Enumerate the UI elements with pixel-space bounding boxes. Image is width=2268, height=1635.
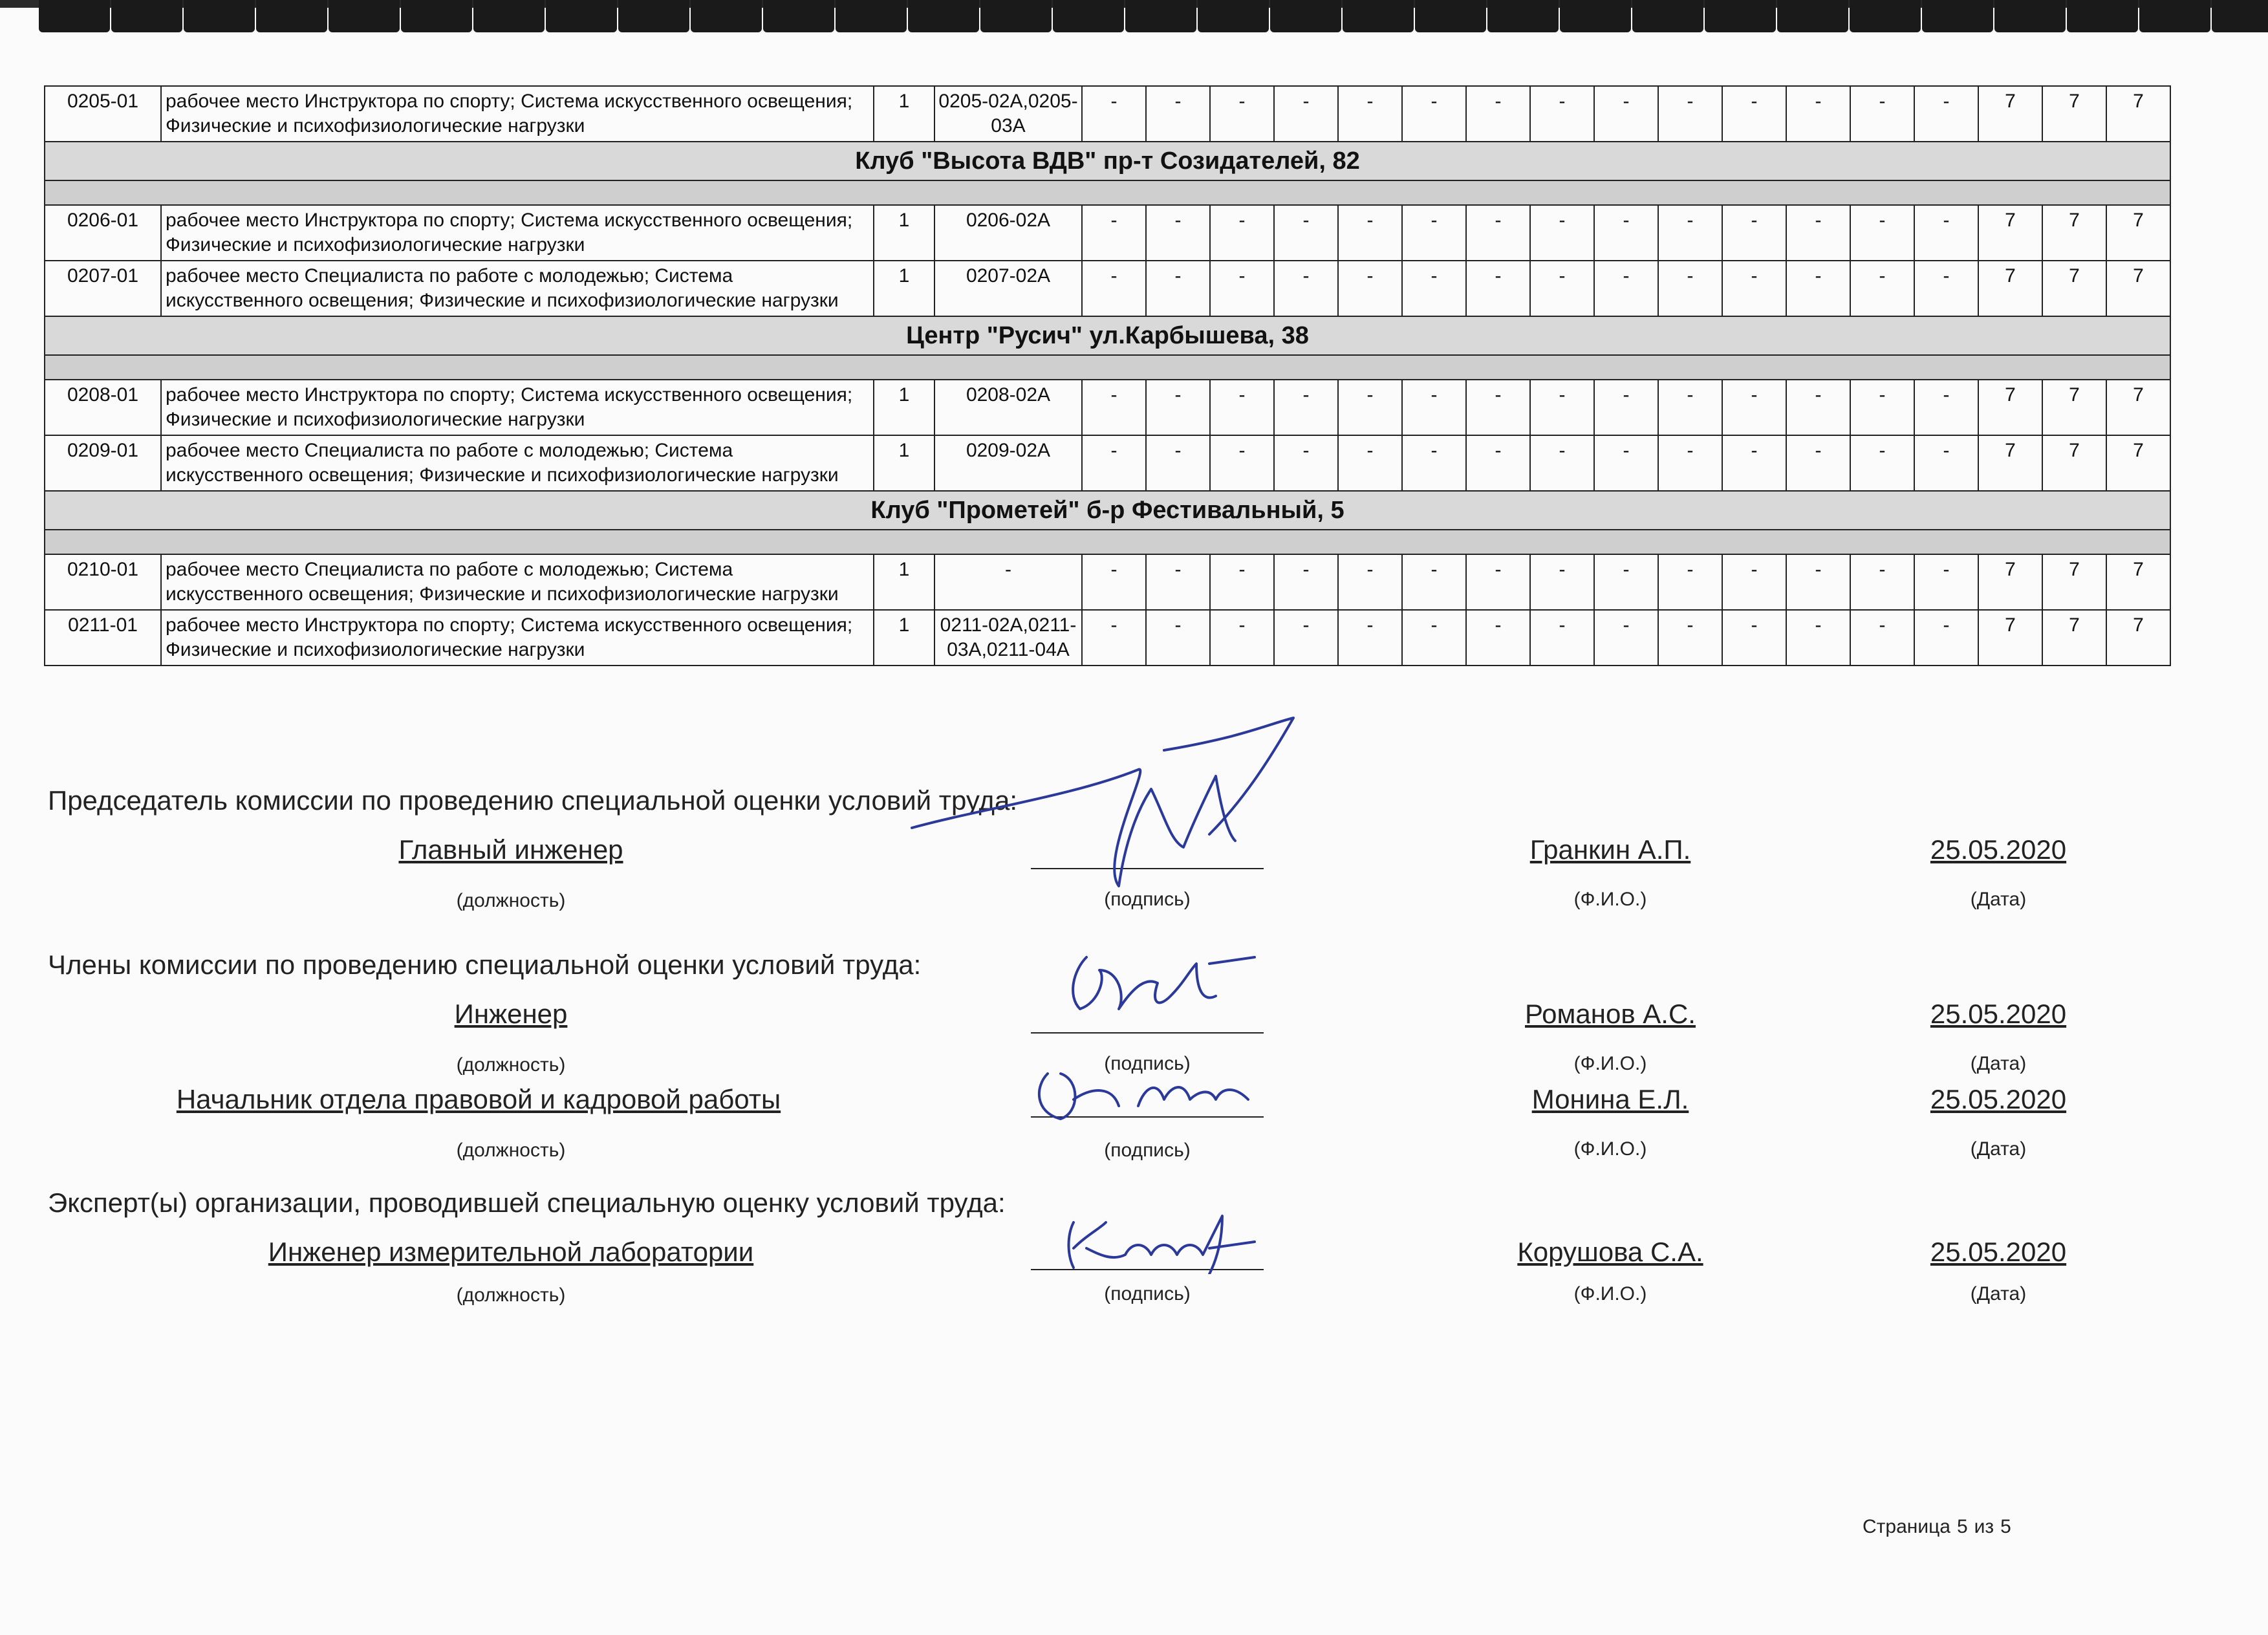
factor-class: - [1338, 435, 1402, 491]
factor-class: - [1722, 86, 1786, 142]
factor-class: - [1082, 205, 1146, 261]
factor-class: - [1402, 554, 1466, 610]
workplace-description: рабочее место Специалиста по работе с молодежью; Система искусственного освещения; Физические и психофизиологические нагрузки [161, 261, 874, 316]
class-value: 7 [2106, 554, 2170, 610]
factor-class: - [1530, 86, 1594, 142]
binding-hole [184, 0, 255, 32]
factor-class: - [1594, 261, 1658, 316]
worker-count: 1 [874, 261, 934, 316]
factor-class: - [1722, 554, 1786, 610]
caption-position: (должность) [456, 890, 566, 911]
factor-class: - [1402, 435, 1466, 491]
class-value: 7 [2106, 435, 2170, 491]
binding-hole [1994, 0, 2066, 32]
member1-name: Романов А.С. [1525, 999, 1696, 1029]
caption-signature: (подпись) [1104, 1283, 1191, 1305]
binding-hole [39, 0, 110, 32]
factor-class: - [1594, 435, 1658, 491]
caption-date: (Дата) [1970, 889, 2027, 910]
binding-hole [401, 0, 472, 32]
binding-hole [763, 0, 834, 32]
workplace-id: 0206-01 [45, 205, 161, 261]
expert-signature [1048, 1203, 1280, 1274]
workplace-description: рабочее место Специалиста по работе с молодежью; Система искусственного освещения; Физические и психофизиологические нагрузки [161, 554, 874, 610]
factor-class: - [1658, 610, 1722, 666]
worker-count: 1 [874, 205, 934, 261]
expert-date: 25.05.2020 [1930, 1237, 2067, 1267]
page-total: 5 [2000, 1516, 2011, 1537]
factor-class: - [1914, 205, 1978, 261]
binding-hole [473, 0, 545, 32]
section-row [45, 316, 2170, 355]
worker-count: 1 [874, 86, 934, 142]
factor-class: - [1146, 261, 1210, 316]
workplace-id: 0209-01 [45, 435, 161, 491]
binding-hole [1343, 0, 1414, 32]
caption-name: (Ф.И.О.) [1573, 889, 1647, 910]
factor-class: - [1210, 380, 1274, 435]
page-label: Страница [1863, 1516, 1950, 1537]
factor-class: - [1274, 261, 1338, 316]
binding-hole [1632, 0, 1703, 32]
section-title: Центр "Русич" ул.Карбышева, 38 [45, 316, 2170, 355]
member2-date: 25.05.2020 [1930, 1084, 2067, 1114]
worker-count: 1 [874, 554, 934, 610]
factor-class: - [1402, 205, 1466, 261]
binding-hole [1487, 0, 1559, 32]
factor-class: - [1594, 610, 1658, 666]
class-value: 7 [1978, 205, 2042, 261]
class-value: 7 [1978, 380, 2042, 435]
section-row [45, 142, 2170, 180]
section-spacer [45, 355, 2170, 380]
factor-class: - [1338, 205, 1402, 261]
chair-position: Главный инженер [398, 834, 623, 865]
factor-class: - [1722, 610, 1786, 666]
factor-class: - [1402, 610, 1466, 666]
analog-codes: 0211-02А,0211-03А,0211-04А [934, 610, 1082, 666]
factor-class: - [1914, 610, 1978, 666]
table-row [45, 380, 2170, 435]
experts-heading: Эксперт(ы) организации, проводившей специальную оценку условий труда: [48, 1187, 1006, 1218]
factor-class: - [1146, 610, 1210, 666]
page-number: 5 [1956, 1516, 1968, 1537]
factor-class: - [1722, 380, 1786, 435]
factor-class: - [1210, 554, 1274, 610]
caption-date: (Дата) [1970, 1138, 2027, 1160]
section-spacer [45, 530, 2170, 554]
workplace-id: 0205-01 [45, 86, 161, 142]
table-row [45, 86, 2170, 142]
factor-class: - [1914, 435, 1978, 491]
factor-class: - [1402, 380, 1466, 435]
factor-class: - [1786, 610, 1850, 666]
class-value: 7 [2042, 86, 2106, 142]
factor-class: - [1914, 261, 1978, 316]
factor-class: - [1274, 86, 1338, 142]
factor-class: - [1274, 435, 1338, 491]
caption-signature: (подпись) [1104, 889, 1191, 910]
factor-class: - [1402, 86, 1466, 142]
factor-class: - [1274, 554, 1338, 610]
expert-name: Корушова С.А. [1517, 1237, 1703, 1267]
section-row [45, 491, 2170, 530]
caption-name: (Ф.И.О.) [1573, 1283, 1647, 1305]
factor-class: - [1914, 380, 1978, 435]
factor-class: - [1210, 261, 1274, 316]
member2-signature [1028, 1061, 1274, 1132]
caption-position: (должность) [456, 1054, 566, 1076]
factor-class: - [1210, 610, 1274, 666]
binding-hole [1560, 0, 1631, 32]
binding-hole [691, 0, 762, 32]
members-heading: Члены комиссии по проведению специальной оценки условий труда: [48, 949, 922, 980]
worker-count: 1 [874, 380, 934, 435]
binding-hole [836, 0, 907, 32]
binding-hole [256, 0, 327, 32]
class-value: 7 [1978, 435, 2042, 491]
factor-class: - [1530, 610, 1594, 666]
workplace-description: рабочее место Инструктора по спорту; Система искусственного освещения; Физические и психофизиологические нагрузки [161, 380, 874, 435]
factor-class: - [1466, 554, 1530, 610]
class-value: 7 [2106, 205, 2170, 261]
factor-class: - [1210, 435, 1274, 491]
class-value: 7 [1978, 86, 2042, 142]
binding-hole [2139, 0, 2210, 32]
class-value: 7 [1978, 554, 2042, 610]
binding-hole [1850, 0, 1921, 32]
factor-class: - [1082, 86, 1146, 142]
factor-class: - [1082, 261, 1146, 316]
factor-class: - [1658, 554, 1722, 610]
binding-hole [1125, 0, 1196, 32]
binding-hole [1270, 0, 1341, 32]
table-row [45, 205, 2170, 261]
expert-signature-line [1031, 1269, 1264, 1270]
binding-hole [329, 0, 400, 32]
workplace-id: 0207-01 [45, 261, 161, 316]
factor-class: - [1722, 435, 1786, 491]
class-value: 7 [1978, 610, 2042, 666]
class-value: 7 [2042, 610, 2106, 666]
caption-position: (должность) [456, 1284, 566, 1306]
binding-hole [1922, 0, 1993, 32]
class-value: 7 [2106, 610, 2170, 666]
factor-class: - [1658, 261, 1722, 316]
caption-date: (Дата) [1970, 1053, 2027, 1074]
class-value: 7 [2042, 554, 2106, 610]
factor-class: - [1466, 380, 1530, 435]
factor-class: - [1722, 205, 1786, 261]
member2-name: Монина Е.Л. [1531, 1084, 1689, 1114]
workplace-description: рабочее место Инструктора по спорту; Система искусственного освещения; Физические и психофизиологические нагрузки [161, 610, 874, 666]
caption-position: (должность) [456, 1140, 566, 1161]
binding-strip [0, 0, 2268, 39]
factor-class: - [1146, 435, 1210, 491]
class-value: 7 [2042, 205, 2106, 261]
factor-class: - [1274, 610, 1338, 666]
factor-class: - [1786, 86, 1850, 142]
factor-class: - [1082, 554, 1146, 610]
factor-class: - [1722, 261, 1786, 316]
factor-class: - [1082, 610, 1146, 666]
chair-signature [905, 711, 1358, 905]
member1-signature [1061, 931, 1280, 1022]
factor-class: - [1466, 205, 1530, 261]
factor-class: - [1338, 261, 1402, 316]
factor-class: - [1402, 261, 1466, 316]
caption-signature: (подпись) [1104, 1053, 1191, 1074]
workplace-id: 0208-01 [45, 380, 161, 435]
factor-class: - [1786, 261, 1850, 316]
factor-class: - [1658, 435, 1722, 491]
binding-hole [546, 0, 617, 32]
binding-hole [2067, 0, 2138, 32]
factor-class: - [1338, 380, 1402, 435]
factor-class: - [1530, 205, 1594, 261]
factor-class: - [1914, 86, 1978, 142]
factor-class: - [1594, 205, 1658, 261]
table-row [45, 610, 2170, 666]
factor-class: - [1082, 435, 1146, 491]
factor-class: - [1786, 435, 1850, 491]
factor-class: - [1850, 435, 1914, 491]
chair-heading: Председатель комиссии по проведению специальной оценки условий труда: [48, 785, 1018, 816]
section-spacer [45, 180, 2170, 205]
factor-class: - [1786, 380, 1850, 435]
section-title: Клуб "Прометей" б-р Фестивальный, 5 [45, 491, 2170, 530]
factor-class: - [1146, 380, 1210, 435]
factor-class: - [1146, 205, 1210, 261]
chair-signature-line [1031, 868, 1264, 869]
factor-class: - [1850, 610, 1914, 666]
page-of-label: из [1974, 1516, 1994, 1537]
factor-class: - [1530, 554, 1594, 610]
class-value: 7 [2106, 380, 2170, 435]
caption-name: (Ф.И.О.) [1573, 1138, 1647, 1160]
factor-class: - [1466, 610, 1530, 666]
analog-codes: 0206-02А [934, 205, 1082, 261]
class-value: 7 [1978, 261, 2042, 316]
binding-hole [1777, 0, 1848, 32]
binding-hole [618, 0, 689, 32]
factor-class: - [1850, 86, 1914, 142]
caption-signature: (подпись) [1104, 1140, 1191, 1161]
table-row [45, 261, 2170, 316]
expert-position: Инженер измерительной лаборатории [268, 1237, 754, 1267]
table-row [45, 554, 2170, 610]
member2-position: Начальник отдела правовой и кадровой работы [176, 1084, 781, 1114]
member1-position: Инженер [454, 999, 568, 1029]
factor-class: - [1786, 554, 1850, 610]
analog-codes: 0207-02А [934, 261, 1082, 316]
factor-class: - [1210, 205, 1274, 261]
factor-class: - [1594, 554, 1658, 610]
binding-hole [980, 0, 1052, 32]
factor-class: - [1146, 554, 1210, 610]
chair-date: 25.05.2020 [1930, 834, 2067, 865]
chair-name: Гранкин А.П. [1529, 834, 1691, 865]
binding-hole [908, 0, 979, 32]
worker-count: 1 [874, 610, 934, 666]
page-footer [1863, 1516, 2018, 1538]
factor-class: - [1850, 380, 1914, 435]
workplace-description: рабочее место Инструктора по спорту; Система искусственного освещения; Физические и психофизиологические нагрузки [161, 86, 874, 142]
binding-hole [2212, 0, 2268, 32]
class-value: 7 [2042, 380, 2106, 435]
class-value: 7 [2106, 86, 2170, 142]
caption-date: (Дата) [1970, 1283, 2027, 1305]
workplace-id: 0211-01 [45, 610, 161, 666]
factor-class: - [1850, 205, 1914, 261]
factor-class: - [1338, 86, 1402, 142]
member2-signature-line [1031, 1116, 1264, 1118]
analog-codes: 0209-02А [934, 435, 1082, 491]
factor-class: - [1530, 380, 1594, 435]
member1-date: 25.05.2020 [1930, 999, 2067, 1029]
workplace-description: рабочее место Инструктора по спорту; Система искусственного освещения; Физические и психофизиологические нагрузки [161, 205, 874, 261]
factor-class: - [1658, 86, 1722, 142]
factor-class: - [1850, 554, 1914, 610]
workplace-id: 0210-01 [45, 554, 161, 610]
factor-class: - [1594, 380, 1658, 435]
factor-class: - [1466, 86, 1530, 142]
factor-class: - [1274, 205, 1338, 261]
binding-hole [1705, 0, 1776, 32]
factor-class: - [1082, 380, 1146, 435]
binding-hole [1198, 0, 1269, 32]
analog-codes: 0208-02А [934, 380, 1082, 435]
factor-class: - [1338, 554, 1402, 610]
factor-class: - [1210, 86, 1274, 142]
factor-class: - [1658, 205, 1722, 261]
table-row [45, 435, 2170, 491]
factor-class: - [1530, 261, 1594, 316]
member1-signature-line [1031, 1032, 1264, 1034]
factor-class: - [1466, 261, 1530, 316]
factor-class: - [1850, 261, 1914, 316]
class-value: 7 [2042, 261, 2106, 316]
factor-class: - [1594, 86, 1658, 142]
factor-class: - [1466, 435, 1530, 491]
factor-class: - [1338, 610, 1402, 666]
factor-class: - [1786, 205, 1850, 261]
factor-class: - [1146, 86, 1210, 142]
binding-hole [1415, 0, 1486, 32]
results-table [44, 85, 2171, 666]
factor-class: - [1530, 435, 1594, 491]
binding-hole [1053, 0, 1124, 32]
factor-class: - [1658, 380, 1722, 435]
class-value: 7 [2042, 435, 2106, 491]
worker-count: 1 [874, 435, 934, 491]
analog-codes: 0205-02А,0205-03А [934, 86, 1082, 142]
section-title: Клуб "Высота ВДВ" пр-т Созидателей, 82 [45, 142, 2170, 180]
factor-class: - [1274, 380, 1338, 435]
caption-name: (Ф.И.О.) [1573, 1053, 1647, 1074]
workplace-description: рабочее место Специалиста по работе с молодежью; Система искусственного освещения; Физические и психофизиологические нагрузки [161, 435, 874, 491]
analog-codes: - [934, 554, 1082, 610]
factor-class: - [1914, 554, 1978, 610]
class-value: 7 [2106, 261, 2170, 316]
binding-hole [111, 0, 182, 32]
